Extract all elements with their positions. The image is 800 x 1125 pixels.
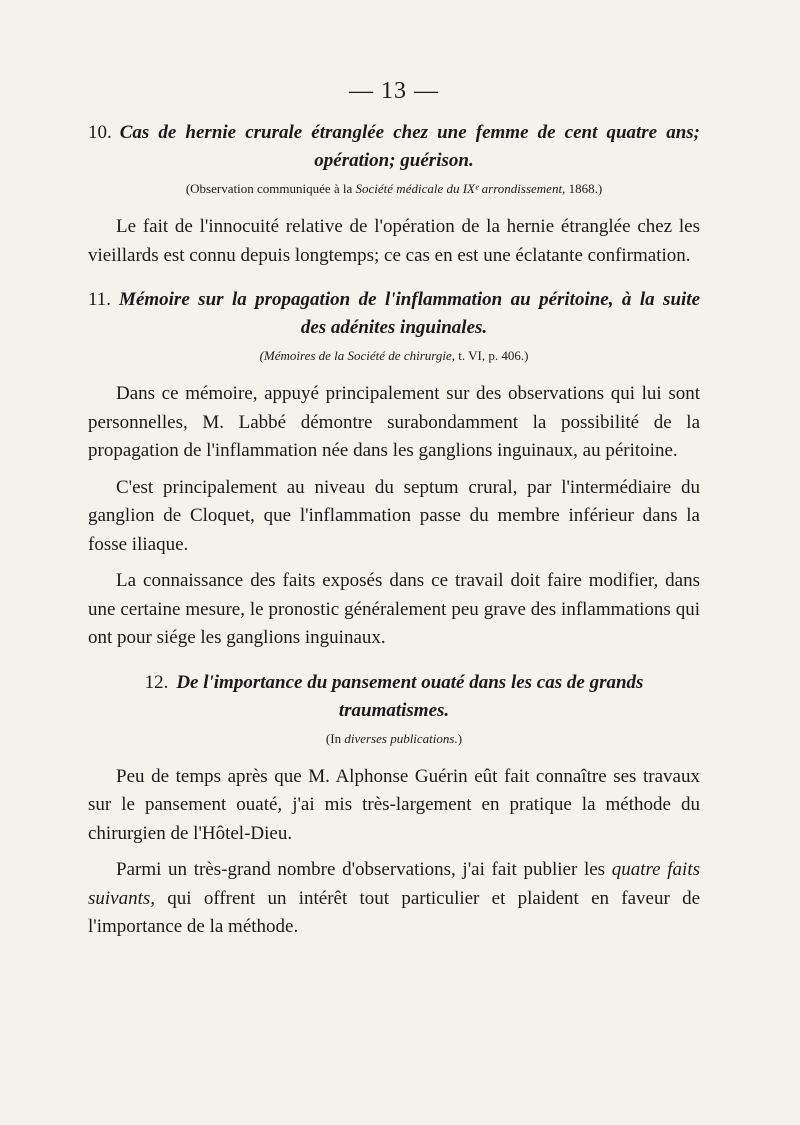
paragraph: Parmi un très-grand nombre d'observations, j'ai fait publier les quatre faits suivants, qui offrent un intérêt tout particulier et plaident en faveur de l'importance de la méthode. [88, 859, 701, 937]
document-page [88, 78, 700, 942]
section-title: 12. De l'importance du pansement ouaté dans les cas de grands traumatismes. [144, 671, 644, 721]
section-12 [88, 669, 700, 942]
page-number: — 13 — [349, 78, 439, 104]
section-source: (In diverses publications.) [325, 730, 463, 746]
paragraph: Dans ce mémoire, appuyé principalement sur des observations qui lui sont personnelles, M. Labbé démontre surabondamment la possibilité de la propagation de l'inflammation née dans les ganglions inguinaux, au péritoine. [88, 383, 700, 461]
section-number: 11. [88, 289, 112, 310]
section-source: (Mémoires de la Société de chirurgie, t. VI, p. 406.) [259, 348, 529, 363]
paragraph: Le fait de l'innocuité relative de l'opération de la hernie étranglée chez les vieillards est connu depuis longtemps; ce cas en est une éclatante confirmation. [88, 216, 700, 266]
section-10 [88, 119, 700, 270]
section-number: 12. [144, 671, 169, 693]
section-title: 11. Mémoire sur la propagation de l'inflammation au péritoine, à la suite des adénites inguinales. [88, 289, 700, 338]
section-title: 10. Cas de hernie crurale étranglée chez une femme de cent quatre ans; opération; guérison. [88, 122, 700, 171]
section-number: 10. [88, 122, 112, 143]
paragraph: Peu de temps après que M. Alphonse Guérin eût fait connaître ses travaux sur le pansement ouaté, j'ai mis très-largement en pratique la méthode du chirurgien de l'Hôtel-Dieu. [88, 765, 700, 844]
paragraph: La connaissance des faits exposés dans ce travail doit faire modifier, dans une certaine mesure, le pronostic généralement peu grave des inflammations qui ont pour siége les ganglions inguinaux. [88, 570, 700, 648]
section-11 [88, 286, 700, 653]
paragraph: C'est principalement au niveau du septum crural, par l'intermédiaire du ganglion de Cloquet, que l'inflammation passe du membre inférieur dans la fosse iliaque. [88, 476, 700, 555]
section-source: (Observation communiquée à la Société médicale du IXᵉ arrondissement, 1868.) [185, 181, 603, 196]
